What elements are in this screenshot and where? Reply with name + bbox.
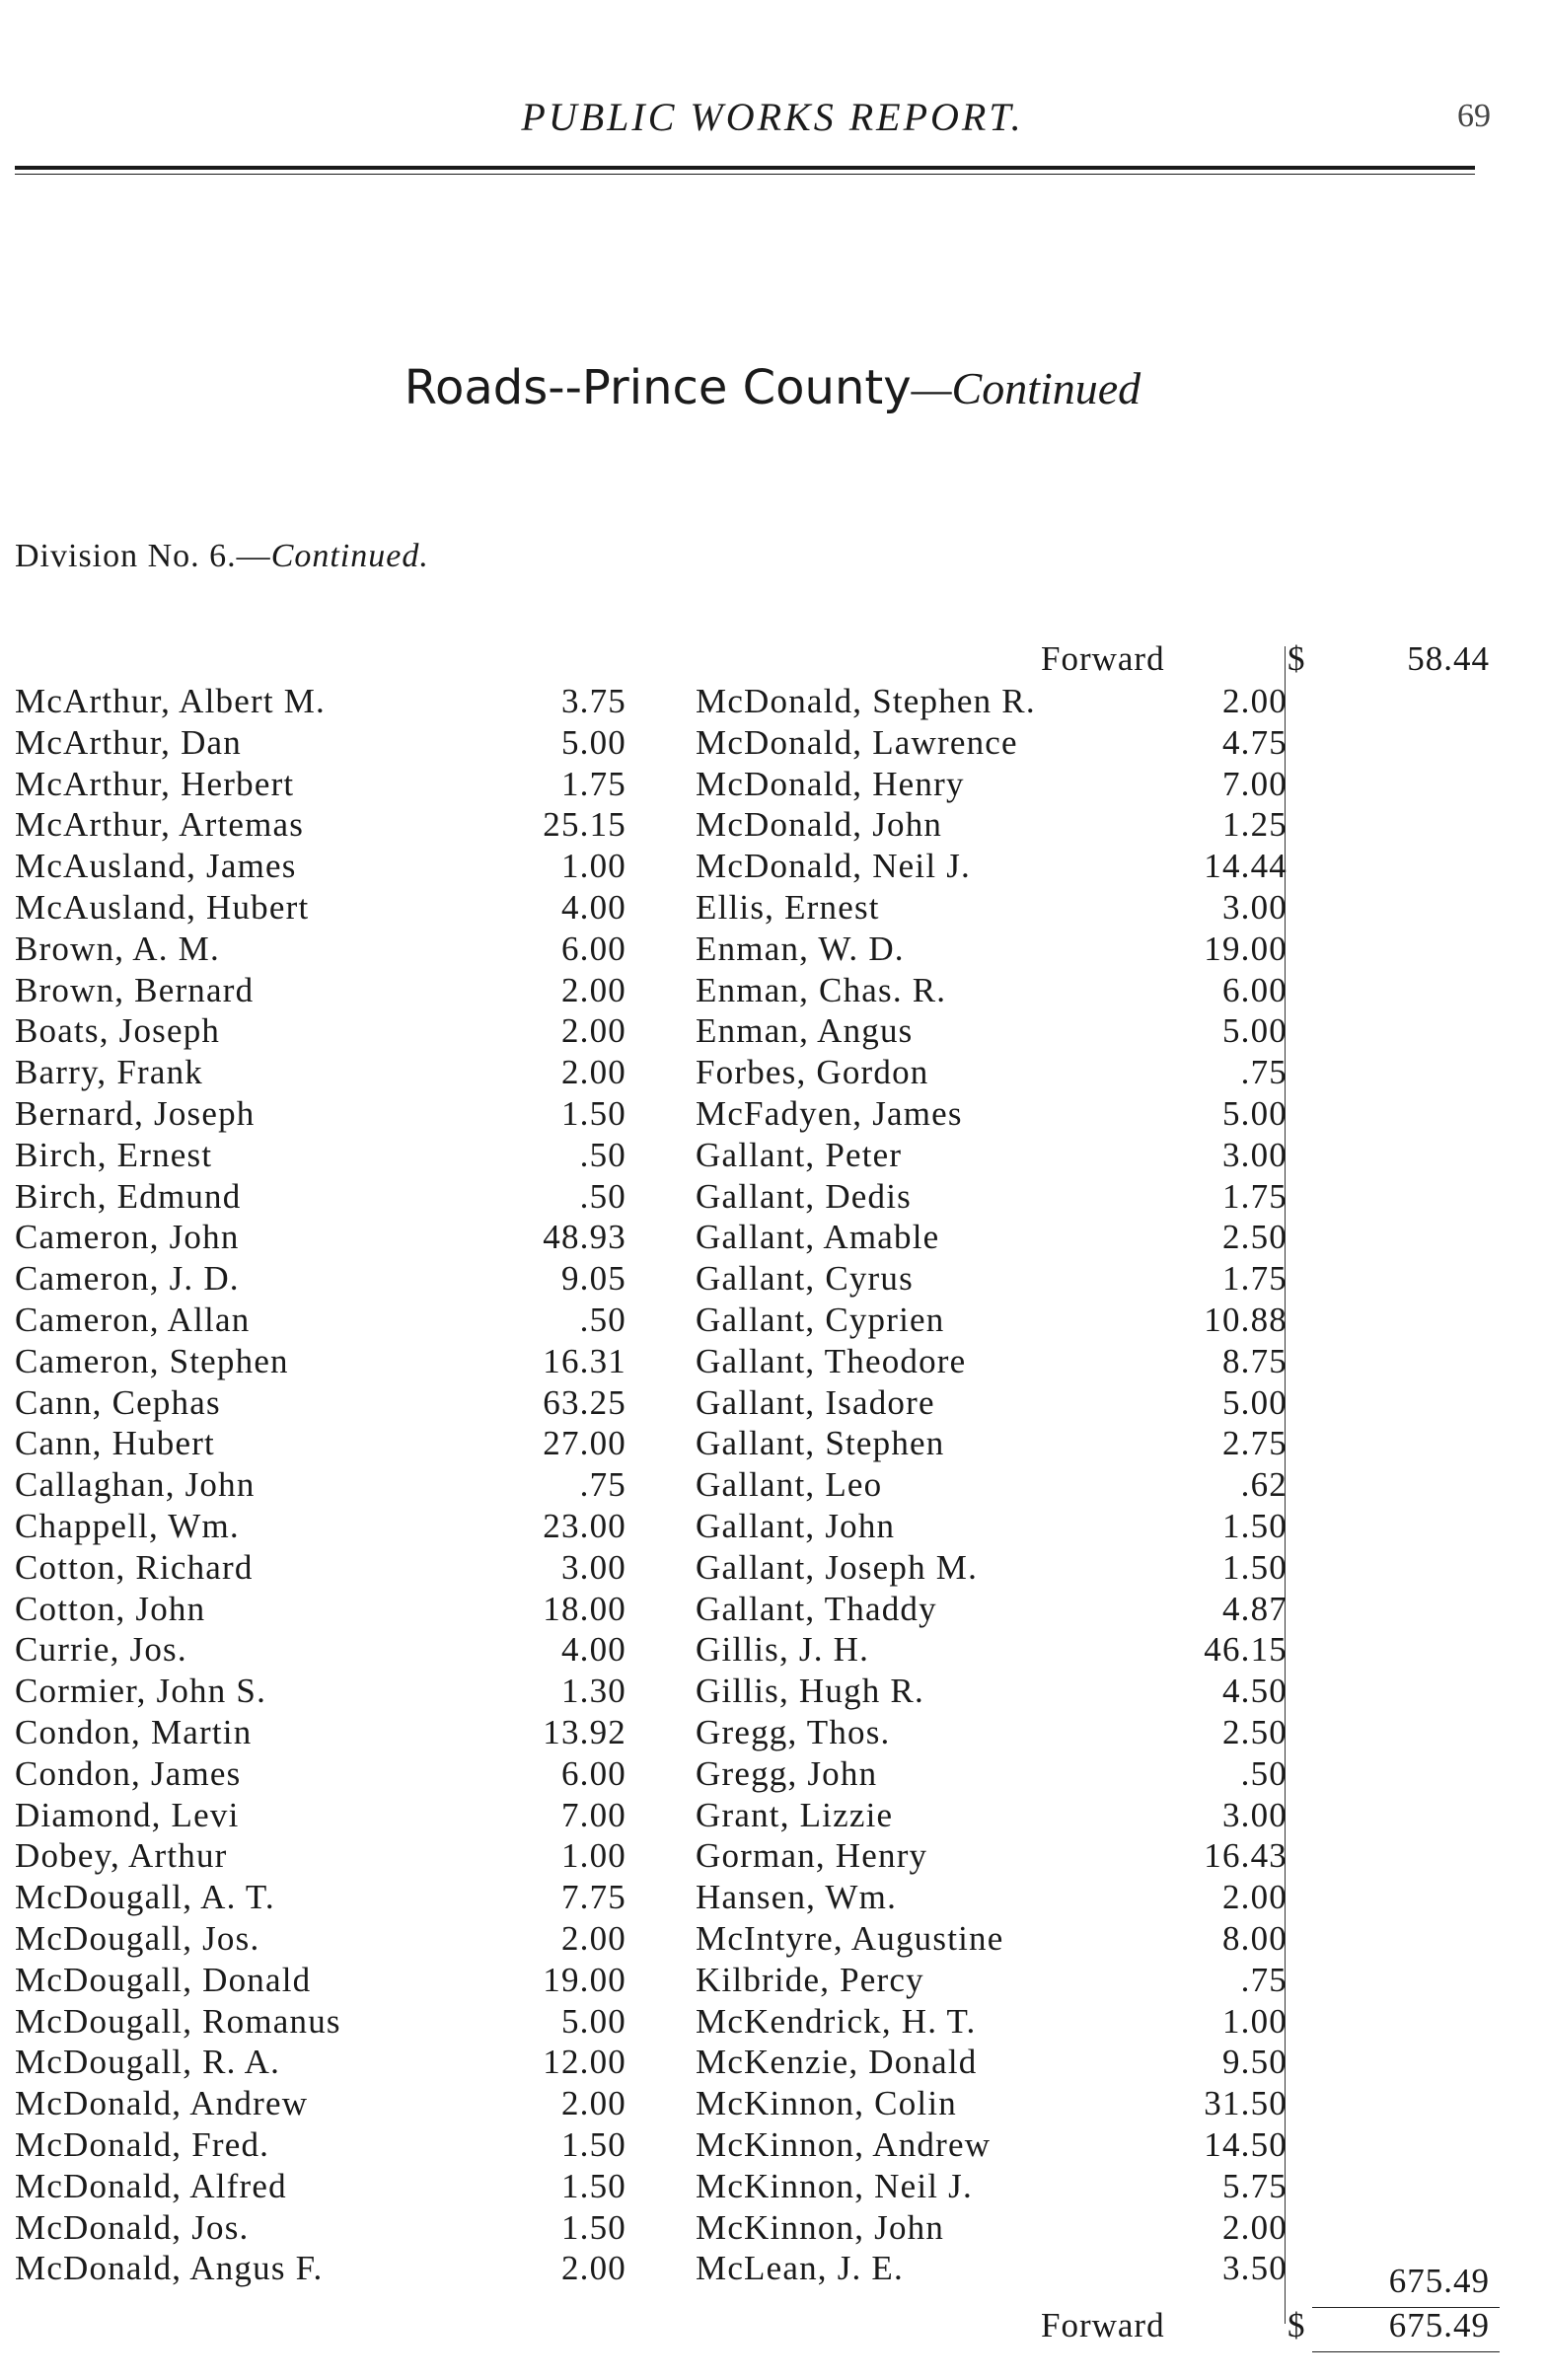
payee-name: Chappell, Wm.: [15, 1507, 240, 1545]
payment-amount: 6.00: [560, 1753, 626, 1793]
ledger-row: [15, 764, 626, 804]
ledger-row: [696, 2001, 1288, 2042]
payee-name: Gallant, Cyrus: [696, 1259, 914, 1299]
payee-name: McDonald, Andrew: [15, 2084, 309, 2123]
payee-name: McDougall, Romanus: [15, 2001, 341, 2041]
ledger-row: [696, 1010, 1288, 1051]
ledger-row: [696, 1960, 1288, 2000]
payment-amount: .50: [579, 1301, 626, 1339]
ledger-row: [696, 887, 1288, 928]
payee-name: Bernard, Joseph: [15, 1094, 256, 1133]
payment-amount: 1.00: [560, 1836, 626, 1876]
ledger-row: [696, 970, 1288, 1010]
payment-amount: 8.00: [1221, 1919, 1288, 1958]
payee-name: Gorman, Henry: [696, 1836, 928, 1876]
payment-amount: 1.00: [1221, 2001, 1288, 2041]
payee-name: Condon, James: [15, 1753, 242, 1793]
payee-name: McDonald, John: [696, 805, 943, 845]
ledger-row: [15, 681, 626, 721]
payee-name: Brown, Bernard: [15, 970, 255, 1009]
ledger-row: [15, 846, 626, 886]
payment-amount: 2.00: [1221, 682, 1288, 720]
ledger-row: [15, 887, 626, 928]
payment-amount: 1.25: [1221, 805, 1288, 845]
ledger-row: [696, 1671, 1288, 1711]
payee-name: Gregg, John: [696, 1753, 878, 1793]
payee-name: McFadyen, James: [696, 1094, 963, 1133]
ledger-row: [696, 681, 1288, 721]
ledger-row: [696, 1135, 1288, 1175]
payment-amount: 1.75: [1221, 1259, 1288, 1299]
payment-amount: 7.00: [560, 1795, 626, 1834]
payment-amount: .75: [1240, 1053, 1288, 1092]
ledger-row: [15, 2001, 626, 2042]
payment-amount: 3.00: [1221, 1795, 1288, 1834]
payee-name: McKinnon, Andrew: [696, 2125, 992, 2164]
ledger-row: [15, 970, 626, 1010]
ledger-row: [696, 1877, 1288, 1917]
payment-amount: 9.05: [560, 1259, 626, 1299]
header-rule-thick: [15, 166, 1475, 170]
payment-amount: 3.50: [1221, 2249, 1288, 2288]
payment-amount: 1.50: [560, 2125, 626, 2164]
payee-name: Cameron, J. D.: [15, 1259, 240, 1299]
running-head: [0, 94, 1545, 143]
payee-name: Birch, Edmund: [15, 1176, 242, 1216]
payee-name: Ellis, Ernest: [696, 888, 880, 927]
payee-name: Brown, A. M.: [15, 929, 220, 968]
payee-name: McDonald, Fred.: [15, 2125, 270, 2164]
payment-amount: 3.00: [560, 1547, 626, 1587]
payee-name: McArthur, Artemas: [15, 805, 305, 845]
payment-amount: 16.43: [1204, 1836, 1288, 1876]
ledger-row: [15, 1093, 626, 1134]
payment-amount: .50: [1240, 1753, 1288, 1793]
ledger-row: [15, 1052, 626, 1092]
payment-amount: 2.50: [1221, 1218, 1288, 1257]
ledger-row: [696, 1712, 1288, 1752]
payee-name: McDonald, Neil J.: [696, 847, 971, 886]
payee-name: McKendrick, H. T.: [696, 2001, 977, 2041]
payee-name: McDougall, Donald: [15, 1960, 312, 1999]
ledger-row: [696, 1093, 1288, 1134]
payment-amount: 2.00: [1221, 2207, 1288, 2247]
payment-amount: 6.00: [560, 929, 626, 968]
payment-amount: 1.30: [560, 1672, 626, 1711]
ledger-row: [15, 1464, 626, 1505]
payee-name: Barry, Frank: [15, 1053, 203, 1092]
payee-name: Callaghan, John: [15, 1465, 256, 1505]
payment-amount: 3.00: [1221, 888, 1288, 927]
payment-amount: 2.00: [560, 970, 626, 1009]
payee-name: McArthur, Dan: [15, 722, 242, 762]
payee-name: McDougall, A. T.: [15, 1878, 275, 1917]
payment-amount: 8.75: [1221, 1341, 1288, 1380]
payment-amount: .62: [1240, 1465, 1288, 1505]
payee-name: McKinnon, John: [696, 2207, 945, 2247]
payee-name: Enman, Chas. R.: [696, 970, 947, 1009]
payment-amount: .50: [579, 1176, 626, 1216]
payment-amount: 4.00: [560, 888, 626, 927]
payment-amount: .75: [1240, 1960, 1288, 1999]
payment-amount: 23.00: [543, 1507, 626, 1545]
payee-name: Gallant, Dedis: [696, 1176, 912, 1216]
ledger-row: [15, 1176, 626, 1217]
payment-amount: 31.50: [1204, 2084, 1288, 2123]
payee-name: McLean, J. E.: [696, 2249, 904, 2288]
division-label: Division No. 6.—: [15, 538, 271, 574]
ledger-row: [696, 1589, 1288, 1629]
payee-name: Gallant, Peter: [696, 1135, 903, 1174]
payment-amount: 5.00: [560, 2001, 626, 2041]
ledger-row: [696, 1464, 1288, 1505]
ledger-row: [696, 2042, 1288, 2082]
ledger-row: [696, 1547, 1288, 1588]
payment-amount: 2.00: [560, 1011, 626, 1051]
ledger-row: [696, 2083, 1288, 2123]
payment-amount: 13.92: [543, 1713, 626, 1751]
payee-name: Hansen, Wm.: [696, 1878, 898, 1917]
ledger-row: [15, 1753, 626, 1794]
payment-amount: 10.88: [1204, 1301, 1288, 1339]
payment-amount: .75: [579, 1465, 626, 1505]
payment-amount: 14.50: [1204, 2125, 1288, 2164]
payee-name: Diamond, Levi: [15, 1795, 240, 1834]
ledger-row: [696, 1918, 1288, 1959]
payee-name: Enman, Angus: [696, 1011, 914, 1051]
payee-name: McAusland, James: [15, 847, 297, 886]
payment-amount: 4.00: [560, 1630, 626, 1670]
payment-amount: 19.00: [543, 1960, 626, 1999]
payment-amount: 3.00: [1221, 1135, 1288, 1174]
ledger-row: [696, 1382, 1288, 1423]
ledger-row: [15, 1589, 626, 1629]
ledger-row: [15, 2042, 626, 2082]
ledger-row: [15, 929, 626, 969]
payment-amount: 2.75: [1221, 1424, 1288, 1463]
payee-name: Gallant, Stephen: [696, 1424, 945, 1463]
payment-amount: 1.50: [1221, 1507, 1288, 1545]
payment-amount: 2.00: [560, 2249, 626, 2288]
section-heading-text: Roads--Prince County: [404, 360, 912, 415]
payment-amount: 18.00: [543, 1589, 626, 1628]
payment-amount: 14.44: [1204, 847, 1288, 886]
ledger-row: [696, 1217, 1288, 1257]
ledger-row: [696, 1753, 1288, 1794]
payment-amount: 4.75: [1221, 722, 1288, 762]
ledger-row: [15, 1877, 626, 1917]
forward-top-dollar: $: [1288, 639, 1306, 678]
ledger-row: [15, 1671, 626, 1711]
section-heading: [0, 360, 1545, 415]
payee-name: McDougall, R. A.: [15, 2043, 281, 2082]
payment-amount: 1.50: [560, 1094, 626, 1133]
ledger-row: [696, 1300, 1288, 1340]
ledger-row: [696, 1258, 1288, 1299]
ledger-row: [15, 1835, 626, 1876]
payment-amount: 12.00: [543, 2043, 626, 2082]
payment-amount: 6.00: [1221, 970, 1288, 1009]
total-amount: 675.49: [1388, 2262, 1490, 2300]
payment-amount: 46.15: [1204, 1630, 1288, 1670]
payee-name: McKinnon, Colin: [696, 2084, 957, 2123]
payment-amount: 1.50: [560, 2207, 626, 2247]
payee-name: Cameron, Allan: [15, 1301, 251, 1339]
payee-name: Gallant, Cyprien: [696, 1301, 945, 1339]
payee-name: Gallant, Theodore: [696, 1341, 967, 1380]
ledger-row: [15, 2166, 626, 2206]
ledger-row: [696, 1506, 1288, 1546]
payee-name: McDonald, Angus F.: [15, 2249, 324, 2288]
bottom-rule: [1312, 2351, 1500, 2352]
ledger-row: [15, 2207, 626, 2248]
payee-name: Cotton, John: [15, 1589, 206, 1628]
payee-name: Gallant, Amable: [696, 1218, 940, 1257]
forward-top-amount: 58.44: [1407, 639, 1490, 678]
ledger-row: [15, 1341, 626, 1381]
ledger-row: [696, 846, 1288, 886]
ledger-row: [15, 1795, 626, 1835]
payee-name: Cormier, John S.: [15, 1672, 267, 1711]
payment-amount: 2.00: [560, 1919, 626, 1958]
ledger-row: [15, 1629, 626, 1670]
payee-name: Gillis, J. H.: [696, 1630, 870, 1670]
ledger-row: [696, 2124, 1288, 2165]
ledger-row: [696, 1341, 1288, 1381]
payee-name: Grant, Lizzie: [696, 1795, 894, 1834]
forward-bottom-amount: 675.49: [1388, 2306, 1490, 2344]
ledger-row: [696, 804, 1288, 845]
payment-amount: 9.50: [1221, 2043, 1288, 2082]
ledger-row: [696, 1795, 1288, 1835]
division-heading: [15, 538, 429, 575]
payment-amount: 4.50: [1221, 1672, 1288, 1711]
payee-name: Gregg, Thos.: [696, 1713, 891, 1751]
forward-bottom-label: Forward: [1041, 2306, 1165, 2344]
payee-name: McArthur, Herbert: [15, 764, 295, 803]
payee-name: McDougall, Jos.: [15, 1919, 260, 1958]
division-continued: Continued.: [270, 538, 429, 574]
payment-amount: 2.00: [1221, 1878, 1288, 1917]
payment-amount: 1.50: [1221, 1547, 1288, 1587]
payment-amount: 7.75: [560, 1878, 626, 1917]
running-title: PUBLIC WORKS REPORT.: [521, 95, 1024, 139]
ledger-row: [696, 1629, 1288, 1670]
payee-name: Gillis, Hugh R.: [696, 1672, 924, 1711]
payee-name: Gallant, John: [696, 1507, 896, 1545]
payment-amount: 48.93: [543, 1218, 626, 1257]
payee-name: Cann, Cephas: [15, 1382, 221, 1422]
ledger-row: [15, 2248, 626, 2288]
payee-name: McDonald, Lawrence: [696, 722, 1018, 762]
ledger-row: [15, 1258, 626, 1299]
ledger-row: [15, 1712, 626, 1752]
payment-amount: .50: [579, 1135, 626, 1174]
payee-name: Cameron, John: [15, 1218, 240, 1257]
payment-amount: 5.00: [1221, 1011, 1288, 1051]
ledger-row: [15, 2124, 626, 2165]
ledger-row: [696, 722, 1288, 763]
ledger-row: [696, 1176, 1288, 1217]
payment-amount: 5.00: [560, 722, 626, 762]
payment-amount: 1.75: [560, 764, 626, 803]
payee-name: Cameron, Stephen: [15, 1341, 289, 1380]
section-heading-continued: —Continued: [911, 363, 1141, 413]
payee-name: McArthur, Albert M.: [15, 682, 326, 720]
ledger-row: [15, 1547, 626, 1588]
ledger-row: [696, 2248, 1288, 2288]
payment-amount: 19.00: [1204, 929, 1288, 968]
payee-name: McAusland, Hubert: [15, 888, 310, 927]
payee-name: Boats, Joseph: [15, 1011, 221, 1051]
payment-amount: 1.00: [560, 847, 626, 886]
payee-name: McIntyre, Augustine: [696, 1919, 1004, 1958]
payment-amount: 4.87: [1221, 1589, 1288, 1628]
ledger-row: [15, 722, 626, 763]
ledger-row: [15, 1217, 626, 1257]
payment-amount: 27.00: [543, 1424, 626, 1463]
ledger-row: [696, 2166, 1288, 2206]
payee-name: McDonald, Stephen R.: [696, 682, 1036, 720]
payee-name: McKinnon, Neil J.: [696, 2166, 973, 2205]
payment-amount: 5.00: [1221, 1094, 1288, 1133]
payment-amount: 16.31: [543, 1341, 626, 1380]
payee-name: Gallant, Joseph M.: [696, 1547, 979, 1587]
payment-amount: 7.00: [1221, 764, 1288, 803]
payee-name: McDonald, Henry: [696, 764, 965, 803]
ledger-row: [15, 1918, 626, 1959]
ledger-row: [15, 1960, 626, 2000]
ledger-row: [15, 804, 626, 845]
payment-amount: 1.50: [560, 2166, 626, 2205]
header-rule-thin: [15, 174, 1475, 175]
payee-name: Cann, Hubert: [15, 1424, 215, 1463]
ledger-row: [696, 764, 1288, 804]
ledger-row: [696, 1423, 1288, 1463]
payee-name: Cotton, Richard: [15, 1547, 254, 1587]
ledger-row: [696, 929, 1288, 969]
ledger-row: [15, 1423, 626, 1463]
payment-amount: 2.50: [1221, 1713, 1288, 1751]
payee-name: Condon, Martin: [15, 1713, 253, 1751]
payee-name: Gallant, Thaddy: [696, 1589, 937, 1628]
payee-name: Currie, Jos.: [15, 1630, 187, 1670]
ledger-row: [696, 1835, 1288, 1876]
ledger-row: [15, 1506, 626, 1546]
payment-amount: 63.25: [543, 1382, 626, 1422]
payment-amount: 5.00: [1221, 1382, 1288, 1422]
ledger-row: [15, 2083, 626, 2123]
payment-amount: 3.75: [560, 682, 626, 720]
payee-name: McKenzie, Donald: [696, 2043, 978, 2082]
payee-name: Enman, W. D.: [696, 929, 905, 968]
payee-name: Kilbride, Percy: [696, 1960, 924, 1999]
ledger-row: [696, 2207, 1288, 2248]
payee-name: McDonald, Jos.: [15, 2207, 250, 2247]
payee-name: Gallant, Leo: [696, 1465, 883, 1505]
ledger-row: [15, 1010, 626, 1051]
payment-amount: 25.15: [543, 805, 626, 845]
ledger-row: [15, 1382, 626, 1423]
payment-amount: 2.00: [560, 1053, 626, 1092]
payee-name: Birch, Ernest: [15, 1135, 213, 1174]
payee-name: Dobey, Arthur: [15, 1836, 228, 1876]
ledger-row: [15, 1135, 626, 1175]
payee-name: McDonald, Alfred: [15, 2166, 287, 2205]
forward-bottom-dollar: $: [1288, 2306, 1306, 2344]
payment-amount: 2.00: [560, 2084, 626, 2123]
ledger-row: [696, 1052, 1288, 1092]
payment-amount: 1.75: [1221, 1176, 1288, 1216]
page-number: 69: [1457, 98, 1491, 134]
ledger-row: [15, 1300, 626, 1340]
payment-amount: 5.75: [1221, 2166, 1288, 2205]
payee-name: Forbes, Gordon: [696, 1053, 929, 1092]
forward-top-label: Forward: [1041, 639, 1165, 678]
payee-name: Gallant, Isadore: [696, 1382, 935, 1422]
